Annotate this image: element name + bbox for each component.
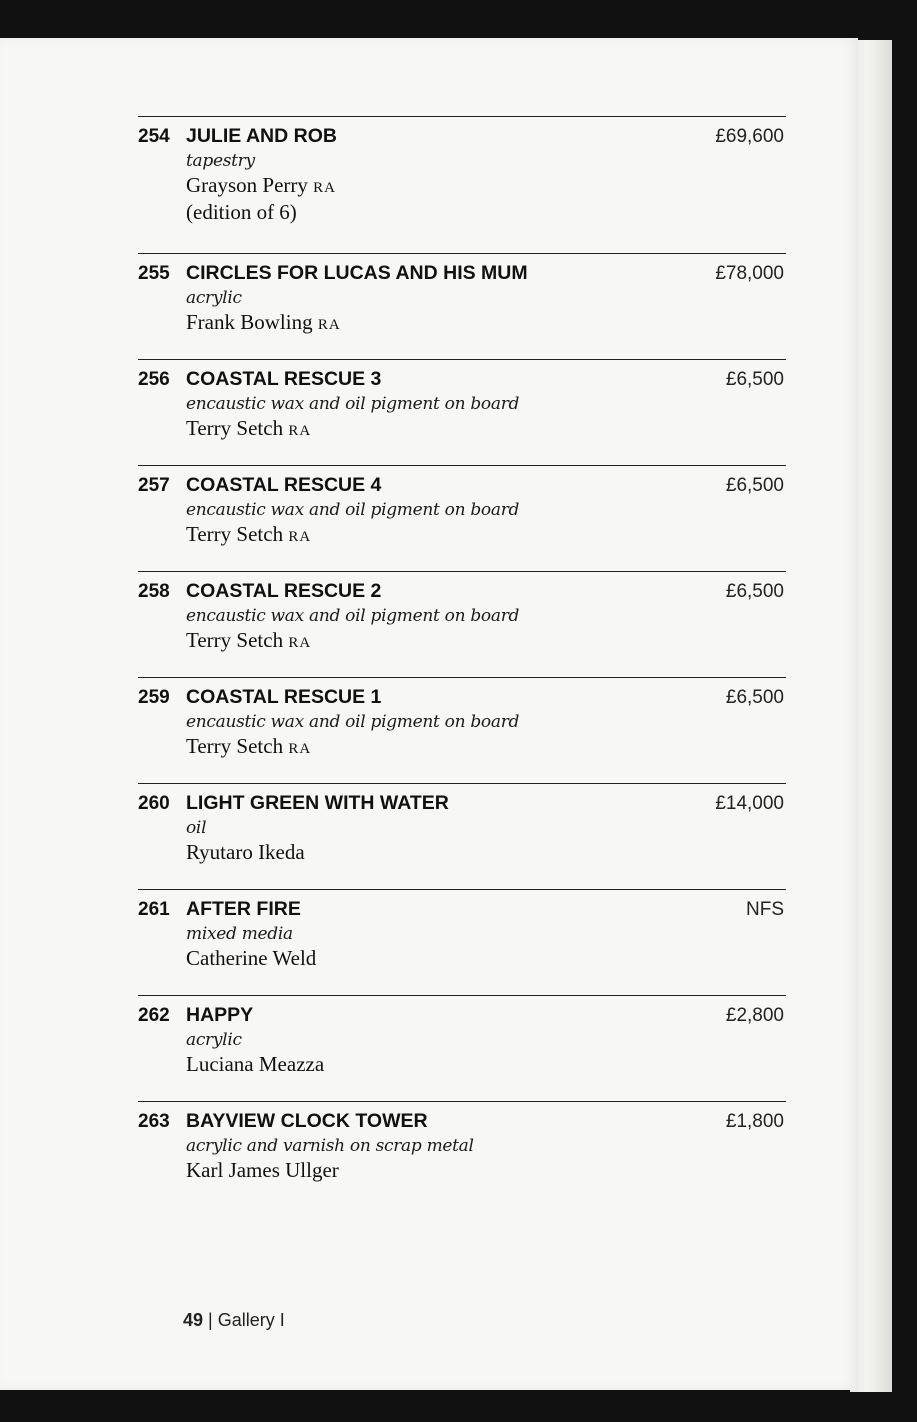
entry-number: 260 [138,793,170,814]
entry-medium: acrylic and varnish on scrap metal [186,1136,474,1156]
artist-name: Terry Setch [186,734,284,758]
catalogue-entry [138,253,786,359]
entry-medium: acrylic [186,1030,242,1050]
entry-artist [186,522,786,547]
catalogue-entry [138,783,786,889]
entry-title: AFTER FIRE [186,898,301,920]
ra-suffix: RA [288,529,312,545]
catalogue-entry [138,677,786,783]
catalogue-entry [138,995,786,1101]
entry-medium: encaustic wax and oil pigment on board [186,712,520,732]
artist-name: Frank Bowling [186,310,313,334]
entry-artist: Karl James Ullger [186,1158,339,1182]
ra-suffix: RA [288,741,312,757]
entry-number: 259 [138,687,170,708]
artist-name: Terry Setch [186,522,284,546]
ra-suffix: RA [317,317,341,333]
entry-artist [186,310,786,335]
entry-artist [186,734,786,759]
entry-medium: encaustic wax and oil pigment on board [186,394,520,414]
entry-price: NFS [746,899,784,920]
catalogue-entry [138,465,786,571]
entry-artist: Luciana Meazza [186,1052,325,1076]
entry-medium: oil [186,818,207,838]
entry-number: 261 [138,899,170,920]
entry-number: 255 [138,263,170,284]
entry-title: COASTAL RESCUE 4 [186,474,382,496]
artist-name: Grayson Perry [186,173,308,197]
entry-medium: mixed media [186,924,293,944]
entry-price: £2,800 [725,1005,784,1026]
entry-number: 256 [138,369,170,390]
entry-price: £6,500 [725,581,784,602]
entry-price: £6,500 [725,369,784,390]
entry-number: 257 [138,475,170,496]
catalogue-entry [138,1101,786,1207]
entry-artist [186,173,786,198]
entry-price: £6,500 [725,475,784,496]
entry-title: HAPPY [186,1004,254,1026]
ra-suffix: RA [313,180,336,196]
entry-medium: encaustic wax and oil pigment on board [186,500,520,520]
entry-edition: (edition of 6) [186,200,297,224]
catalogue-entry [138,359,786,465]
entry-title: COASTAL RESCUE 3 [186,368,382,390]
catalogue-entry [138,116,786,253]
entry-number: 258 [138,581,170,602]
entry-artist: Ryutaro Ikeda [186,840,305,864]
entry-title: JULIE AND ROB [186,125,337,147]
entry-title: CIRCLES FOR LUCAS AND HIS MUM [186,262,528,284]
page-footer [183,1310,285,1331]
entry-title: COASTAL RESCUE 1 [186,686,382,708]
entry-price: £6,500 [725,687,784,708]
entry-medium: acrylic [186,288,242,308]
entry-price: £78,000 [715,263,784,284]
entry-price: £1,800 [725,1111,784,1132]
catalogue-entry [138,889,786,995]
entry-title: COASTAL RESCUE 2 [186,580,382,602]
ra-suffix: RA [288,423,312,439]
section-name: Gallery I [217,1310,285,1330]
entry-medium: encaustic wax and oil pigment on board [186,606,520,626]
entry-artist [186,628,786,653]
artist-name: Terry Setch [186,628,284,652]
entry-number: 263 [138,1111,170,1132]
ra-suffix: RA [288,635,312,651]
entry-title: LIGHT GREEN WITH WATER [186,792,449,814]
page-number: 49 [183,1310,204,1330]
catalogue-list [138,116,786,1207]
entry-artist [186,416,786,441]
footer-separator: | [208,1310,213,1330]
catalogue-entry [138,571,786,677]
entry-number: 254 [138,126,170,147]
entry-artist: Catherine Weld [186,946,317,970]
artist-name: Terry Setch [186,416,284,440]
entry-price: £14,000 [715,793,784,814]
entry-medium: tapestry [186,151,255,171]
entry-price: £69,600 [715,126,784,147]
entry-number: 262 [138,1005,170,1026]
entry-title: BAYVIEW CLOCK TOWER [186,1110,428,1132]
